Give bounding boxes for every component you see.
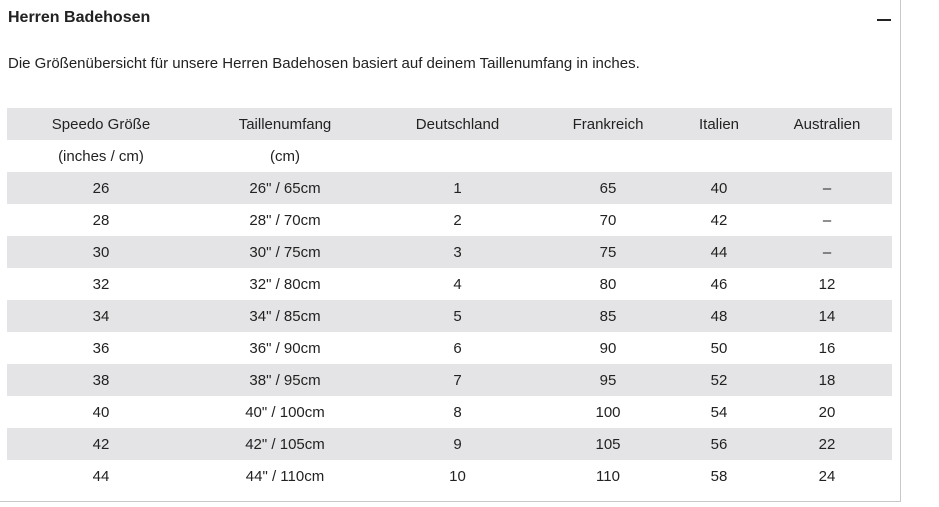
- cell-france: 75: [540, 236, 676, 268]
- cell-italy: 44: [676, 236, 762, 268]
- cell-speedo-size: 28: [92, 211, 110, 229]
- cell-france: 100: [595, 403, 621, 421]
- header-speedo-size: Speedo Größe: [7, 108, 195, 140]
- section-description: Die Größenübersicht für unsere Herren Badehosen basiert auf deinem Taillenumfang in inches.: [8, 55, 640, 72]
- cell-italy: 42: [710, 211, 728, 229]
- cell-australia: –: [762, 172, 892, 204]
- cell-italy: 50: [710, 339, 728, 357]
- cell-france: 85: [540, 300, 676, 332]
- cell-waist: 38" / 95cm: [195, 364, 375, 396]
- cell-germany: 4: [453, 275, 462, 293]
- cell-australia: 20: [818, 403, 836, 421]
- cell-italy: 58: [710, 467, 728, 485]
- cell-waist: 44" / 110cm: [245, 467, 325, 485]
- cell-france: 65: [540, 172, 676, 204]
- size-table: [7, 108, 892, 492]
- subheader-waist: (cm): [270, 147, 300, 165]
- subheader-germany: [375, 140, 540, 172]
- cell-speedo-size: 30: [7, 236, 195, 268]
- cell-waist: 42" / 105cm: [195, 428, 375, 460]
- cell-waist: 32" / 80cm: [249, 275, 321, 293]
- table-row: [7, 172, 892, 204]
- cell-australia: 22: [762, 428, 892, 460]
- section-title: Herren Badehosen: [8, 9, 151, 26]
- cell-france: 90: [599, 339, 617, 357]
- cell-germany: 8: [453, 403, 462, 421]
- table-row: [7, 428, 892, 460]
- cell-australia: 12: [818, 275, 836, 293]
- cell-germany: 2: [453, 211, 462, 229]
- subheader-speedo-size: (inches / cm): [58, 147, 144, 165]
- cell-waist: 26" / 65cm: [195, 172, 375, 204]
- cell-speedo-size: 38: [7, 364, 195, 396]
- table-row: [7, 332, 892, 364]
- subheader-france: [540, 140, 676, 172]
- subheader-italy: [676, 140, 762, 172]
- cell-australia: –: [822, 211, 832, 229]
- cell-germany: 9: [375, 428, 540, 460]
- cell-speedo-size: 42: [7, 428, 195, 460]
- cell-italy: 56: [676, 428, 762, 460]
- cell-germany: 5: [375, 300, 540, 332]
- cell-france: 105: [540, 428, 676, 460]
- header-italy: Italien: [676, 108, 762, 140]
- subheader-australia: [762, 140, 892, 172]
- cell-france: 70: [599, 211, 617, 229]
- table-row: [7, 460, 892, 492]
- cell-germany: 10: [449, 467, 466, 485]
- cell-italy: 46: [710, 275, 728, 293]
- minus-icon[interactable]: [877, 19, 891, 21]
- cell-speedo-size: 34: [7, 300, 195, 332]
- cell-italy: 54: [710, 403, 728, 421]
- cell-waist: 28" / 70cm: [249, 211, 321, 229]
- cell-italy: 52: [676, 364, 762, 396]
- cell-australia: 24: [818, 467, 836, 485]
- table-subheader-row: [7, 140, 892, 172]
- cell-speedo-size: 36: [92, 339, 110, 357]
- cell-speedo-size: 26: [7, 172, 195, 204]
- collapse-button[interactable]: [870, 8, 898, 32]
- cell-germany: 1: [375, 172, 540, 204]
- cell-waist: 40" / 100cm: [245, 403, 325, 421]
- table-header-row: [7, 108, 892, 140]
- cell-australia: 16: [818, 339, 836, 357]
- table-row: [7, 300, 892, 332]
- cell-speedo-size: 32: [92, 275, 110, 293]
- cell-france: 110: [596, 467, 620, 485]
- table-row: [7, 204, 892, 236]
- cell-italy: 48: [676, 300, 762, 332]
- table-row: [7, 364, 892, 396]
- header-france: Frankreich: [540, 108, 676, 140]
- cell-australia: –: [762, 236, 892, 268]
- cell-italy: 40: [676, 172, 762, 204]
- cell-france: 80: [599, 275, 617, 293]
- cell-france: 95: [540, 364, 676, 396]
- table-row: [7, 236, 892, 268]
- cell-waist: 34" / 85cm: [195, 300, 375, 332]
- cell-waist: 36" / 90cm: [249, 339, 321, 357]
- cell-speedo-size: 40: [92, 403, 110, 421]
- header-germany: Deutschland: [375, 108, 540, 140]
- header-australia: Australien: [762, 108, 892, 140]
- cell-waist: 30" / 75cm: [195, 236, 375, 268]
- cell-germany: 7: [375, 364, 540, 396]
- table-row: [7, 268, 892, 300]
- cell-germany: 6: [453, 339, 462, 357]
- cell-australia: 14: [762, 300, 892, 332]
- cell-speedo-size: 44: [92, 467, 110, 485]
- cell-australia: 18: [762, 364, 892, 396]
- table-row: [7, 396, 892, 428]
- cell-germany: 3: [375, 236, 540, 268]
- header-waist: Taillenumfang: [195, 108, 375, 140]
